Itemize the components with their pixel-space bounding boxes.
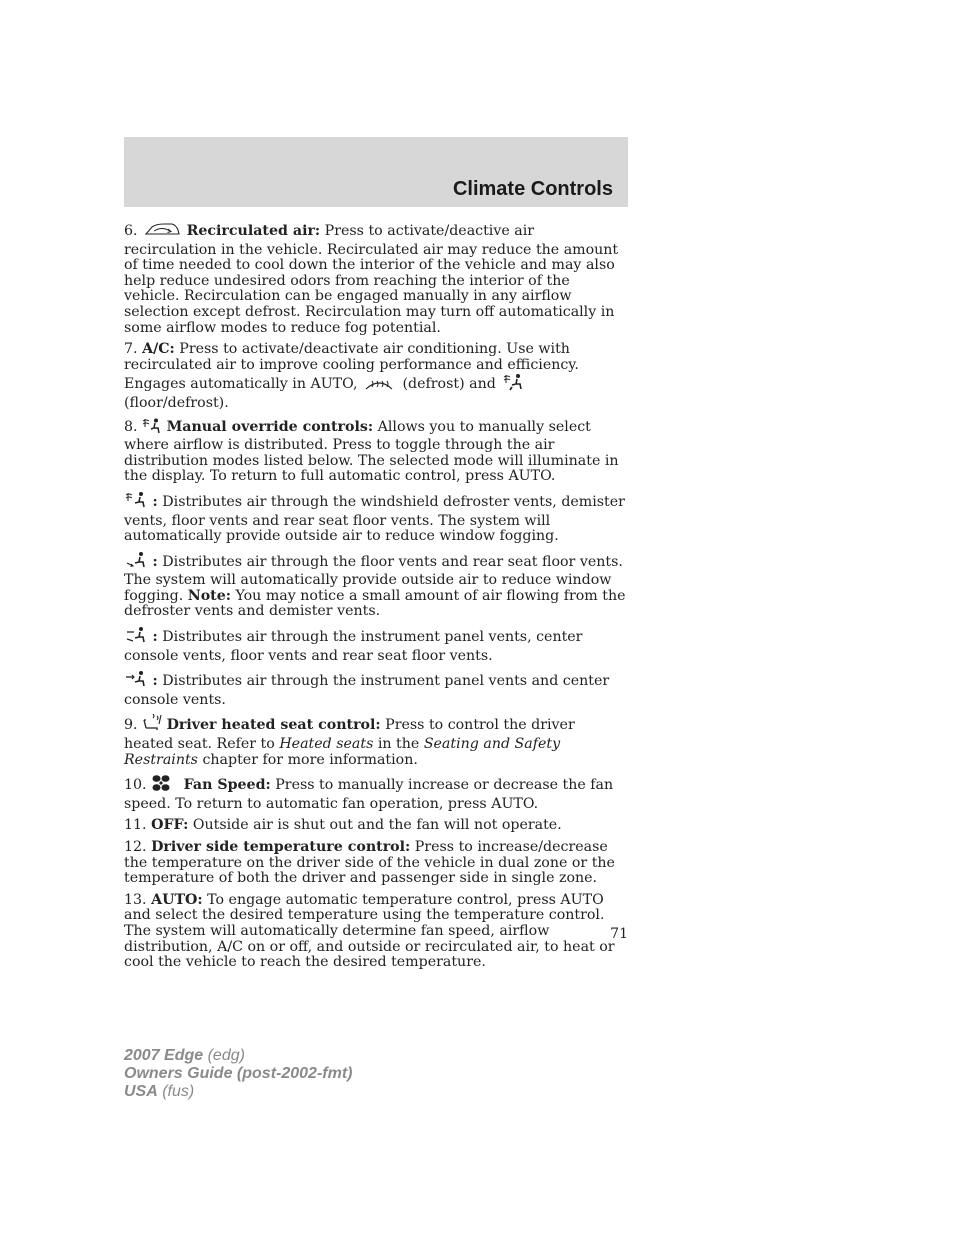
defrost-icon (364, 375, 394, 396)
footer-line-2: Owners Guide (post-2002-fmt) (124, 1065, 353, 1082)
item-11: 11. OFF: Outside air is shut out and the fan will not operate. (124, 817, 562, 834)
mode-panel-floor: : Distributes air through the instrument panel vents, center console vents, floor vents and rear seat floor vents. (124, 626, 628, 664)
item-label: A/C: (142, 341, 175, 358)
item-label: AUTO: (151, 891, 203, 908)
recirculation-icon (142, 222, 182, 243)
item-label: Driver heated seat control: (166, 717, 381, 734)
floor-defrost-icon (502, 373, 524, 396)
footer-line-3: USA (fus) (124, 1083, 195, 1100)
section-title: Climate Controls (452, 178, 613, 200)
item-13: 13. AUTO: To engage automatic temperature control, press AUTO and select the desired temperature using the temperature control. The system will automatically determine fan speed, airflow distribution, A/C on or off, and outside or recirculated air, to heat or cool the vehicle to reach the desired temperature. (124, 891, 615, 971)
mode-defrost-floor: : Distributes air through the windshield defroster vents, demister vents, floor vents and rear seat floor vents. The system will automatically provide outside air to reduce window fogging. (124, 491, 628, 545)
item-9: 9. Driver heated seat control: Press to control the driver heated seat. Refer to Heated seats in the Seating and Safety Restraints chapter for more information. (124, 714, 628, 768)
panel-vent-icon (124, 670, 148, 693)
section-header (124, 137, 628, 207)
page-number: 71 (610, 926, 628, 942)
item-label: OFF: (151, 817, 189, 834)
item-number: 6. (124, 223, 138, 239)
item-10: 10. Fan Speed: Press to manually increase or decrease the fan speed. To return to automatic fan operation, press AUTO. (124, 774, 628, 812)
manual-override-icon (142, 418, 162, 439)
panel-floor-vent-icon (124, 626, 148, 649)
floor-vent-icon (124, 551, 148, 574)
footer (124, 1047, 352, 1101)
floor-defrost-icon (124, 491, 148, 514)
item-12: 12. Driver side temperature control: Press to increase/decrease the temperature on the driver side of the vehicle in dual zone or the temperature of both the driver and passenger side in single zone. (124, 839, 615, 887)
item-label: Recirculated air: (186, 223, 321, 239)
item-label: Driver side temperature control: (151, 839, 411, 855)
mode-panel: : Distributes air through the instrument panel vents and center console vents. (124, 670, 628, 708)
item-7: 7. A/C: Press to activate/deactivate air conditioning. Use with recirculated air to improve cooling performance and efficiency. Engages automatically in AUTO, (defrost) and (floor/defrost). (124, 341, 579, 411)
item-6: 6. Recirculated air: Press to activate/deactive air recirculation in the vehicle. Recirculated air may reduce the amount of time needed to cool down the interior of the vehicle and may also help reduce undesired odors from reaching the interior of the vehicle. Recirculation can be engaged manually in any airflow selection except defrost. Recirculation may turn off automatically in some airflow modes to reduce fog potential. (124, 223, 619, 336)
heated-seat-icon (142, 714, 162, 737)
item-label: Manual override controls: (166, 418, 374, 435)
item-8: 8. Manual override controls: Allows you to manually select where airflow is distributed. Press to toggle through the air distribution modes listed below. The selected mode will illuminate in the display. To return to full automatic control, press AUTO. (124, 418, 619, 485)
mode-floor: : Distributes air through the floor vents and rear seat floor vents. The system will automatically provide outside air to reduce window fogging. Note: You may notice a small amount of air flowing from the defroster vents and demister vents. (124, 551, 628, 620)
page-content (124, 222, 628, 977)
item-label: Fan Speed: (183, 777, 271, 794)
fan-icon (151, 774, 171, 797)
footer-line-1: 2007 Edge (edg) (124, 1047, 245, 1064)
